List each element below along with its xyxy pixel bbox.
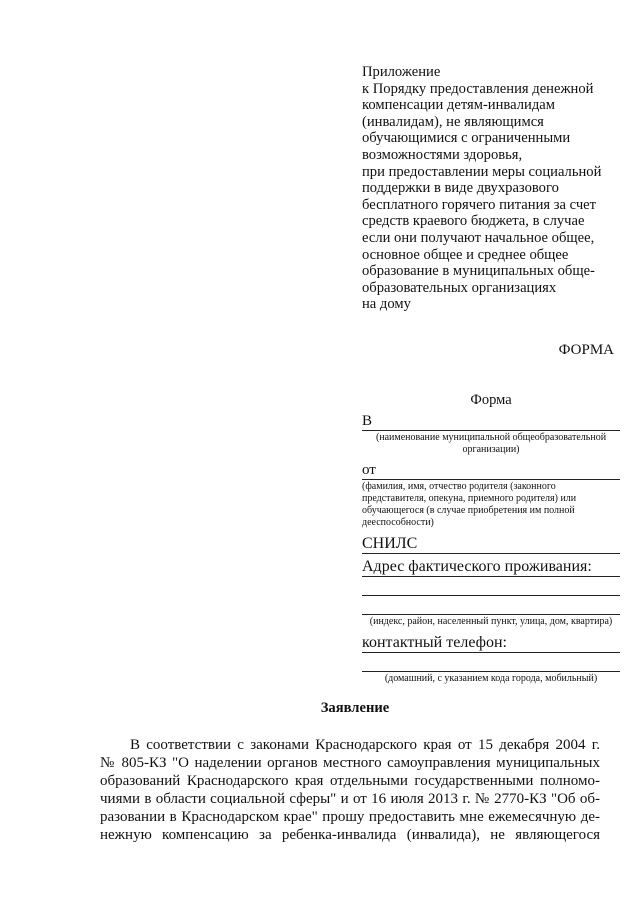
address-line-2[interactable] <box>362 577 620 596</box>
statement-title: Заявление <box>320 700 390 716</box>
from-label: от <box>362 462 376 478</box>
form-title: Форма <box>470 392 512 408</box>
statement-line: образований Краснодарского края отдельными государственными полномо- <box>100 773 600 789</box>
to-field[interactable] <box>362 413 620 431</box>
phone-field[interactable] <box>362 653 620 672</box>
from-field[interactable] <box>362 462 620 480</box>
address-label: Адрес фактического проживания: <box>362 558 592 575</box>
form-header <box>362 392 620 685</box>
to-caption: (наименование муниципальной общеобразовательной организации) <box>375 432 607 455</box>
appendix-line: компенсации детям-инвалидам <box>362 97 555 114</box>
address-line-3[interactable] <box>362 596 620 615</box>
appendix-line: Приложение <box>362 64 441 80</box>
appendix-line: при предоставлении меры социальной <box>362 163 602 180</box>
appendix-line: если они получают начальное общее, <box>362 229 595 246</box>
statement-line: В соответствии с законами Краснодарского края от 15 декабря 2004 г. <box>130 737 600 753</box>
address-caption: (индекс, район, населенный пункт, улица, дом, квартира) <box>369 616 613 627</box>
from-caption: (фамилия, имя, отчество родителя (законного представителя, опекуна, приемного родителя) или обучающегося (в случае приобретения им полной дееспособности) <box>362 481 577 528</box>
statement-body <box>100 736 600 844</box>
appendix-line: к Порядку предоставления денежной <box>362 80 594 97</box>
appendix-line: обучающимися с ограниченными <box>362 130 571 147</box>
appendix-block <box>362 64 622 313</box>
statement-line: № 805-КЗ "О наделении органов местного самоуправления муниципальных <box>100 755 600 771</box>
appendix-line: средств краевого бюджета, в случае <box>362 213 585 230</box>
appendix-line: (инвалидам), не являющимся <box>362 113 544 130</box>
appendix-line: основное общее и среднее общее <box>362 246 569 263</box>
statement-line: чиями в области социальной сферы" и от 16 июля 2013 г. № 2770-КЗ "Об об- <box>100 791 600 807</box>
statement-line: нежную компенсацию за ребенка-инвалида (инвалида), не являющегося <box>100 827 600 843</box>
snils-field[interactable] <box>362 535 620 554</box>
phone-caption: (домашний, с указанием кода города, мобильный) <box>384 673 598 684</box>
appendix-line: возможностями здоровья, <box>362 146 523 163</box>
appendix-line: образование в муниципальных обще- <box>362 263 595 280</box>
snils-label: СНИЛС <box>362 535 418 552</box>
to-label: В <box>362 413 373 429</box>
appendix-line: на дому <box>362 296 411 313</box>
appendix-line: поддержки в виде двухразового <box>362 180 559 197</box>
address-field[interactable] <box>362 558 620 577</box>
forma-label: ФОРМА <box>558 342 614 358</box>
phone-label: контактный телефон: <box>362 634 507 651</box>
appendix-line: образовательных организациях <box>362 279 557 296</box>
phone-label-row <box>362 634 620 653</box>
statement-line: разовании в Краснодарском крае" прошу предоставить мне ежемесячную де- <box>100 809 600 825</box>
appendix-line: бесплатного горячего питания за счет <box>362 196 597 213</box>
